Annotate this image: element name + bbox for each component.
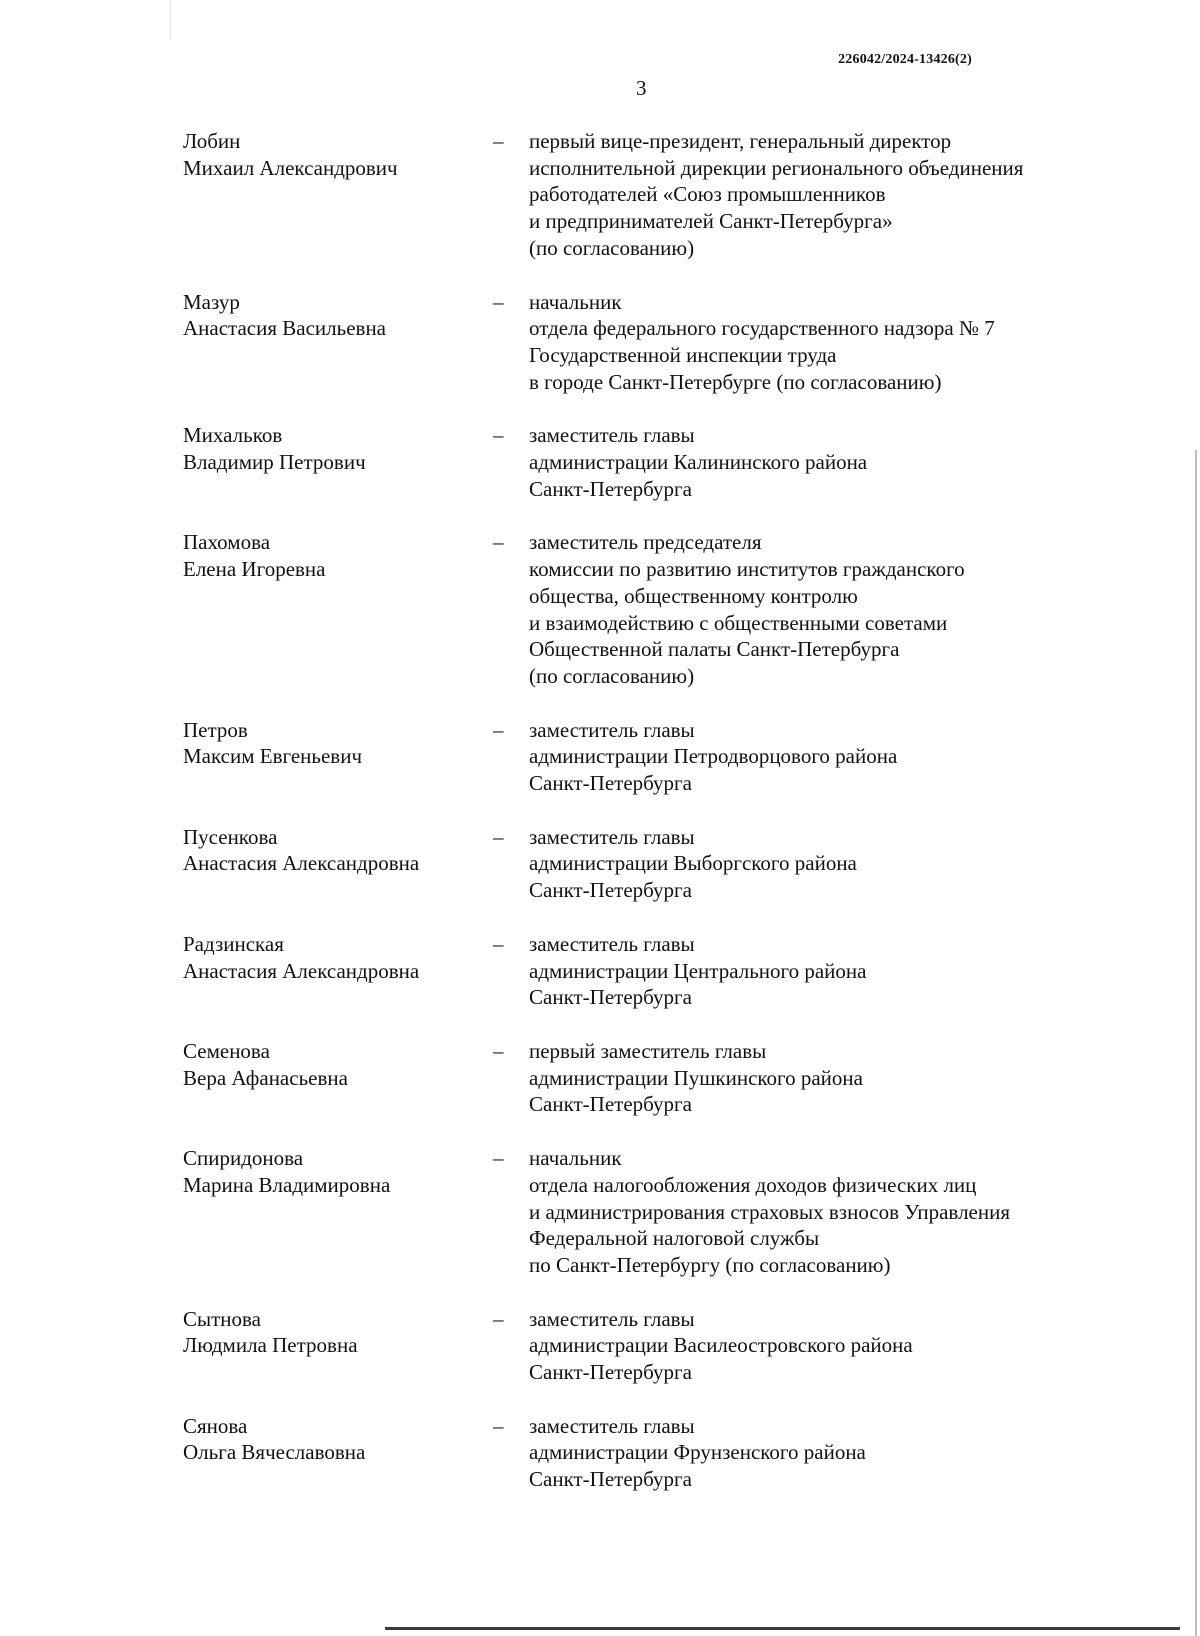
- separator-dash: –: [493, 824, 504, 849]
- list-item: [183, 529, 1113, 689]
- position-line: заместитель главы: [529, 717, 695, 742]
- member-name: [183, 1306, 493, 1359]
- separator-dash: –: [493, 1038, 504, 1063]
- position-line: отдела налогообложения доходов физических лиц: [529, 1172, 977, 1197]
- position-line: (по согласованию): [529, 235, 695, 260]
- position-line: Санкт-Петербурга: [529, 476, 692, 501]
- scan-edge-line: [170, 0, 171, 40]
- separator-dash: –: [493, 530, 504, 555]
- member-surname: Мазур: [183, 289, 240, 314]
- document-number: 226042/2024-13426(2): [838, 52, 972, 67]
- member-position: [529, 1145, 1113, 1279]
- member-surname: Сянова: [183, 1413, 248, 1438]
- scan-edge-line: [385, 1627, 1180, 1630]
- list-item: [183, 824, 1113, 904]
- member-given-names: Марина Владимировна: [183, 1172, 391, 1197]
- position-line: администрации Фрунзенского района: [529, 1440, 866, 1465]
- member-given-names: Владимир Петрович: [183, 450, 366, 475]
- position-line: и взаимодействию с общественными советами: [529, 610, 948, 635]
- position-line: отдела федерального государственного надзора № 7: [529, 316, 995, 341]
- position-line: заместитель главы: [529, 931, 695, 956]
- member-given-names: Михаил Александрович: [183, 155, 398, 180]
- member-given-names: Ольга Вячеславовна: [183, 1440, 366, 1465]
- member-name: [183, 824, 493, 877]
- member-given-names: Максим Евгеньевич: [183, 744, 363, 769]
- member-position: [529, 1038, 1113, 1118]
- member-name: [183, 931, 493, 984]
- separator-dash: –: [493, 1146, 504, 1171]
- member-surname: Сытнова: [183, 1306, 261, 1331]
- member-surname: Семенова: [183, 1038, 270, 1063]
- member-surname: Пусенкова: [183, 824, 278, 849]
- member-name: [183, 717, 493, 770]
- member-position: [529, 1306, 1113, 1386]
- position-line: заместитель главы: [529, 824, 695, 849]
- member-position: [529, 128, 1113, 262]
- position-line: Санкт-Петербурга: [529, 1360, 692, 1385]
- member-position: [529, 717, 1113, 797]
- separator-dash: –: [493, 129, 504, 153]
- position-line: начальник: [529, 289, 622, 314]
- position-line: Санкт-Петербурга: [529, 985, 692, 1010]
- position-line: работодателей «Союз промышленников: [529, 182, 886, 207]
- member-given-names: Вера Афанасьевна: [183, 1065, 348, 1090]
- member-name: [183, 529, 493, 582]
- member-position: [529, 422, 1113, 502]
- member-surname: Петров: [183, 717, 248, 742]
- list-item: [183, 1038, 1113, 1118]
- member-surname: Михальков: [183, 423, 283, 448]
- list-item: [183, 289, 1113, 396]
- position-line: администрации Центрального района: [529, 958, 867, 983]
- member-given-names: Людмила Петровна: [183, 1333, 358, 1358]
- member-position: [529, 529, 1113, 689]
- position-line: администрации Калининского района: [529, 450, 868, 475]
- separator-dash: –: [493, 423, 504, 448]
- position-line: администрации Выборгского района: [529, 851, 857, 876]
- position-line: Санкт-Петербурга: [529, 878, 692, 903]
- member-given-names: Анастасия Александровна: [183, 958, 420, 983]
- list-item: [183, 717, 1113, 797]
- position-line: первый заместитель главы: [529, 1038, 767, 1063]
- position-line: Федеральной налоговой службы: [529, 1226, 820, 1251]
- position-line: заместитель главы: [529, 1413, 695, 1438]
- list-item: [183, 1306, 1113, 1386]
- list-item: [183, 128, 1113, 262]
- member-name: [183, 289, 493, 342]
- position-line: (по согласованию): [529, 663, 695, 688]
- member-name: [183, 422, 493, 475]
- position-line: Санкт-Петербурга: [529, 771, 692, 796]
- position-line: общества, общественному контролю: [529, 583, 858, 608]
- separator-dash: –: [493, 717, 504, 742]
- list-item: [183, 1145, 1113, 1279]
- list-item: [183, 422, 1113, 502]
- position-line: администрации Петродворцового района: [529, 744, 898, 769]
- position-line: заместитель главы: [529, 1306, 695, 1331]
- member-given-names: Елена Игоревна: [183, 557, 326, 582]
- page-number: 3: [636, 76, 647, 100]
- separator-dash: –: [493, 931, 504, 956]
- position-line: Санкт-Петербурга: [529, 1092, 692, 1117]
- member-name: [183, 1038, 493, 1091]
- separator-dash: –: [493, 289, 504, 314]
- position-line: заместитель главы: [529, 423, 695, 448]
- position-line: комиссии по развитию институтов гражданского: [529, 557, 965, 582]
- position-line: Общественной палаты Санкт-Петербурга: [529, 637, 900, 662]
- member-list: [183, 128, 1113, 1520]
- member-surname: Пахомова: [183, 530, 271, 555]
- member-position: [529, 824, 1113, 904]
- member-given-names: Анастасия Александровна: [183, 851, 420, 876]
- member-surname: Радзинская: [183, 931, 284, 956]
- position-line: по Санкт-Петербургу (по согласованию): [529, 1252, 891, 1277]
- separator-dash: –: [493, 1306, 504, 1331]
- member-given-names: Анастасия Васильевна: [183, 316, 387, 341]
- member-position: [529, 931, 1113, 1011]
- position-line: администрации Василеостровского района: [529, 1333, 913, 1358]
- position-line: начальник: [529, 1146, 622, 1171]
- member-name: [183, 128, 493, 181]
- member-name: [183, 1413, 493, 1466]
- position-line: и администрирования страховых взносов Управления: [529, 1199, 1011, 1224]
- position-line: Государственной инспекции труда: [529, 342, 837, 367]
- separator-dash: –: [493, 1413, 504, 1438]
- member-surname: Спиридонова: [183, 1146, 304, 1171]
- member-surname: Лобин: [183, 129, 241, 153]
- list-item: [183, 931, 1113, 1011]
- member-name: [183, 1145, 493, 1198]
- position-line: и предпринимателей Санкт-Петербурга»: [529, 209, 893, 234]
- scan-edge-line: [1195, 450, 1197, 1636]
- member-position: [529, 1413, 1113, 1493]
- position-line: Санкт-Петербурга: [529, 1467, 692, 1492]
- position-line: первый вице-президент, генеральный директор: [529, 129, 952, 153]
- position-line: в городе Санкт-Петербурге (по согласованию): [529, 369, 942, 394]
- member-position: [529, 289, 1113, 396]
- position-line: исполнительной дирекции регионального объединения: [529, 155, 1024, 180]
- position-line: заместитель председателя: [529, 530, 762, 555]
- list-item: [183, 1413, 1113, 1493]
- position-line: администрации Пушкинского района: [529, 1065, 863, 1090]
